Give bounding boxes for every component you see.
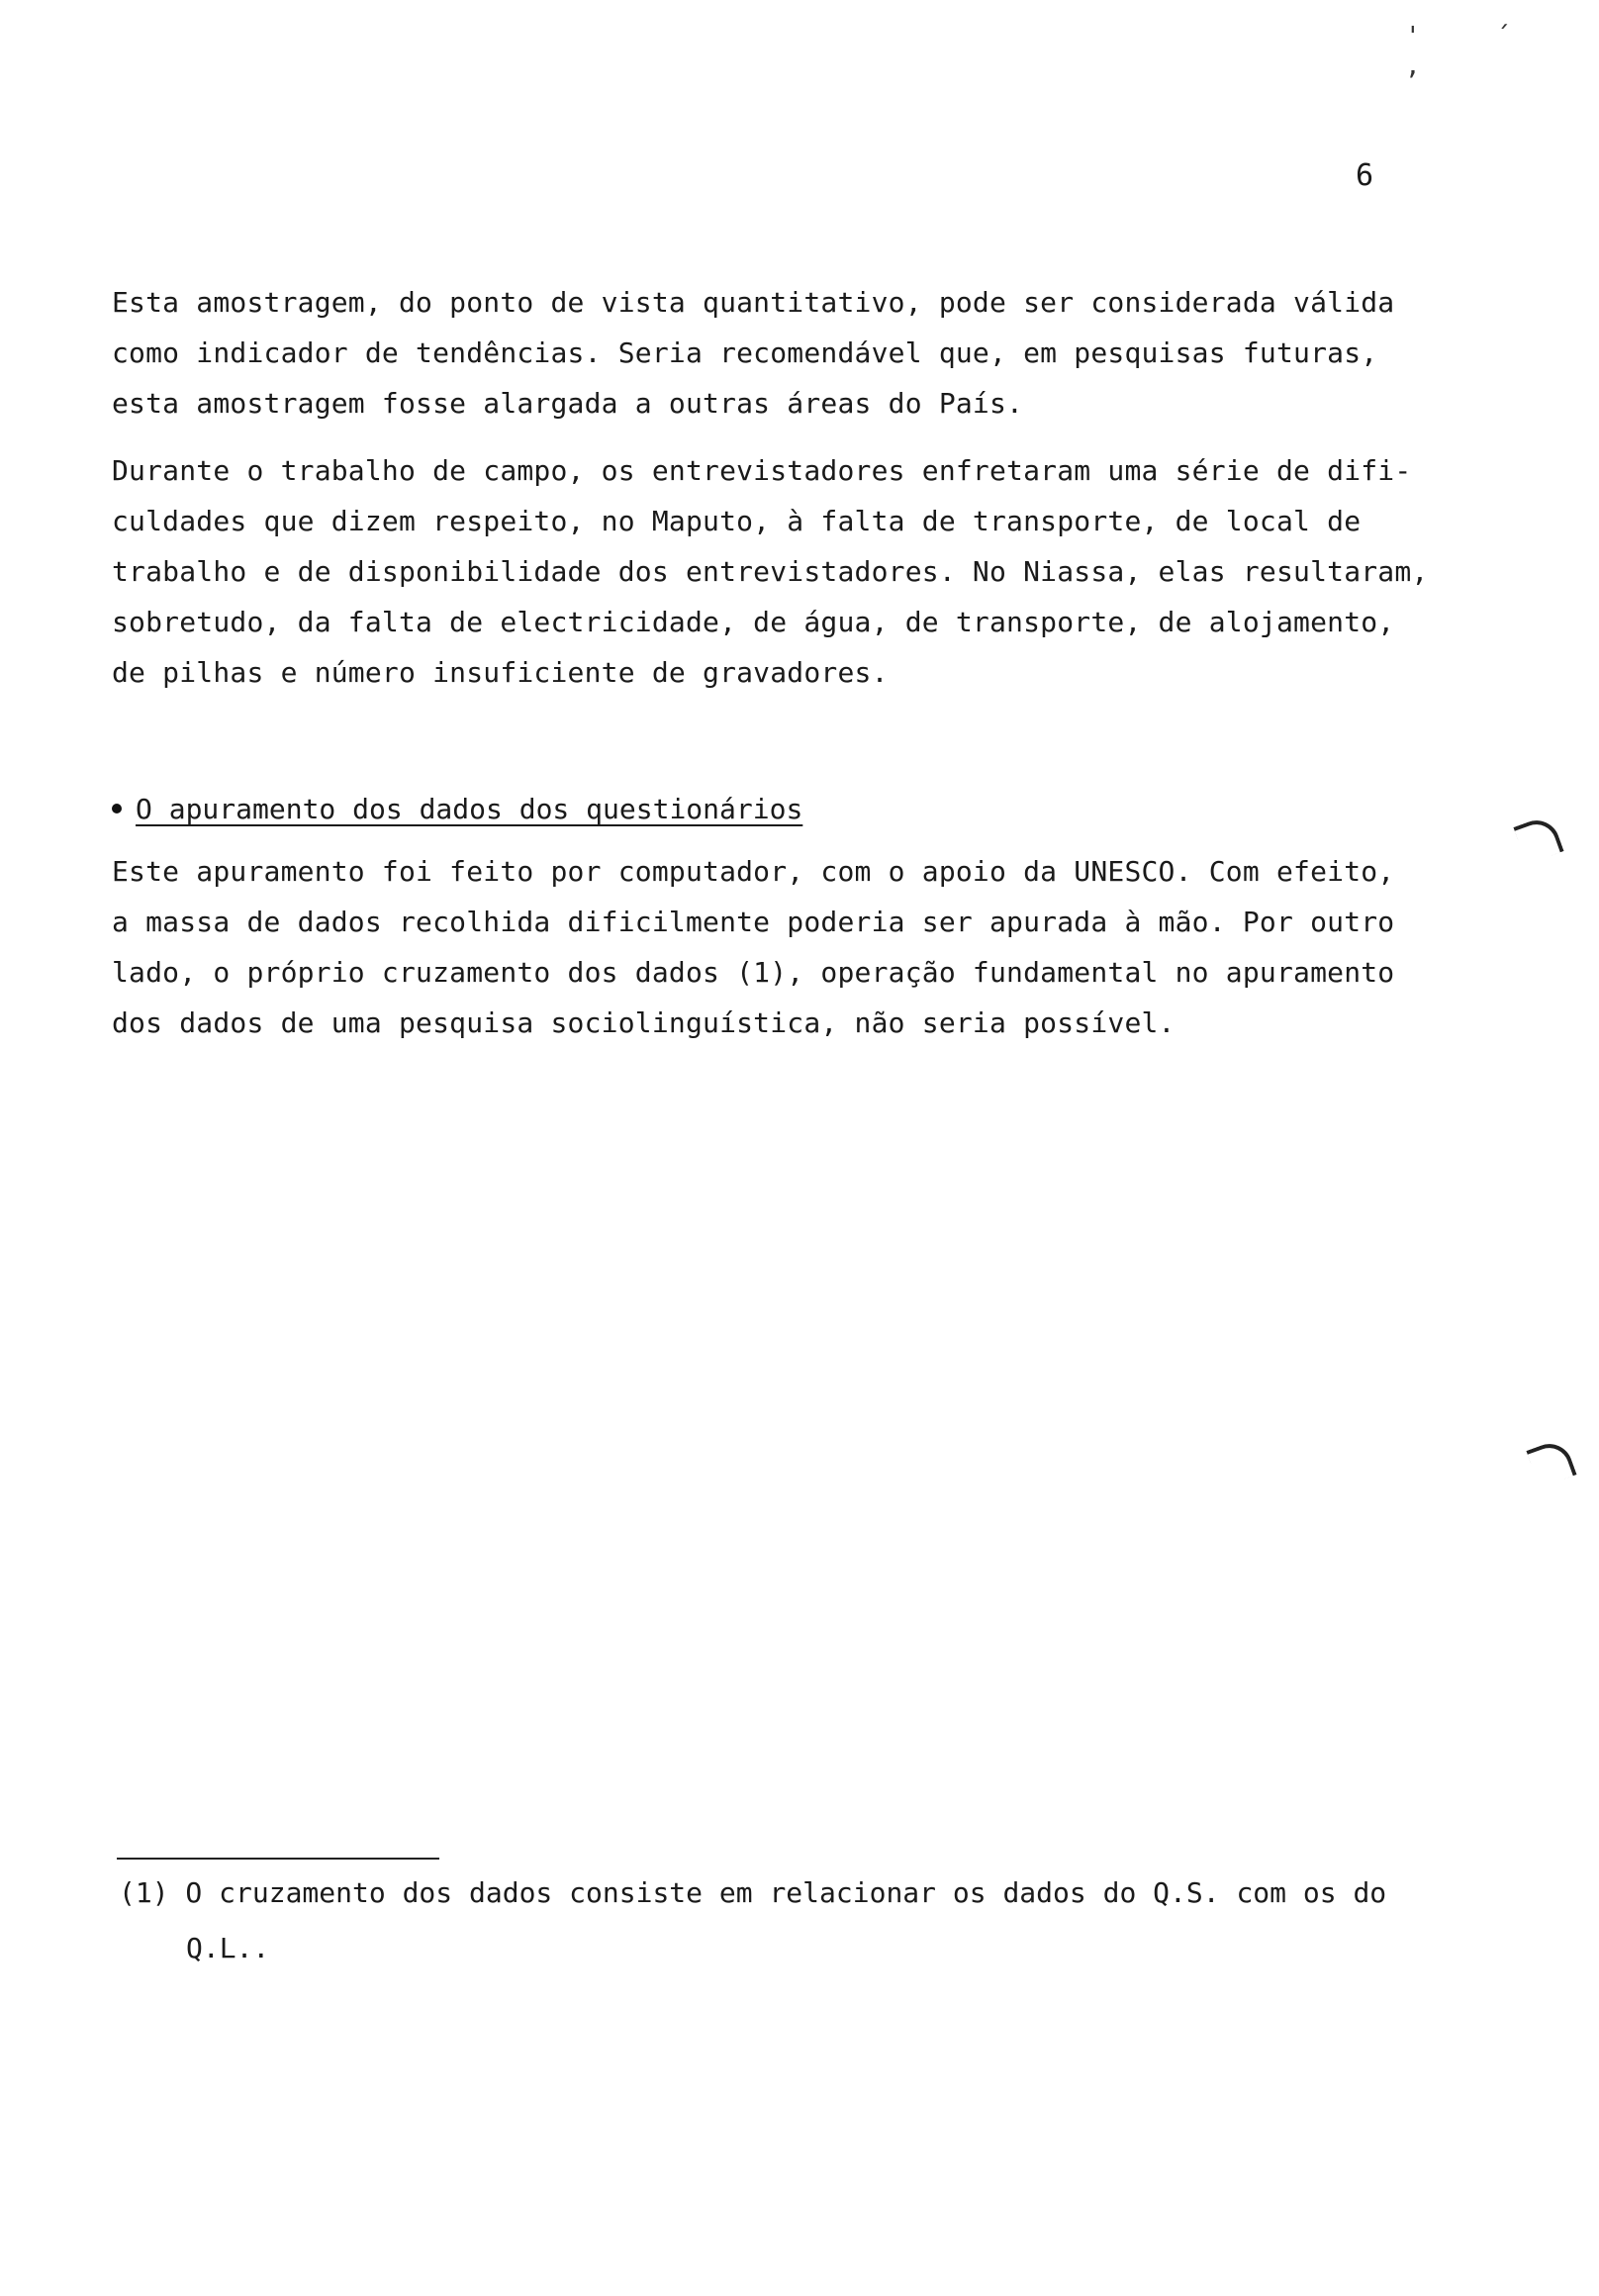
footnote-divider bbox=[117, 1858, 439, 1860]
paragraph-fieldwork-difficulties bbox=[112, 445, 1429, 698]
paragraph-line: esta amostragem fosse alargada a outras áreas do País. bbox=[112, 387, 1024, 420]
bullet-icon bbox=[112, 804, 122, 813]
footnote bbox=[119, 1866, 1425, 1976]
page-number: 6 bbox=[1356, 158, 1374, 193]
paragraph-line: Este apuramento foi feito por computador, com o apoio da UNESCO. Com efeito, bbox=[112, 855, 1395, 888]
paragraph-line: Durante o trabalho de campo, os entrevistadores enfretaram uma série de difi- bbox=[112, 454, 1412, 487]
margin-bracket-mark bbox=[1513, 813, 1563, 864]
paragraph-line: como indicador de tendências. Seria recomendável que, em pesquisas futuras, bbox=[112, 336, 1378, 369]
paragraph-line: lado, o próprio cruzamento dos dados (1), operação fundamental no apuramento bbox=[112, 956, 1395, 989]
paragraph-line: trabalho e de disponibilidade dos entrevistadores. No Niassa, elas resultaram, bbox=[112, 555, 1429, 588]
paragraph-line: Esta amostragem, do ponto de vista quantitativo, pode ser considerada válida bbox=[112, 286, 1395, 319]
section-heading-title: O apuramento dos dados dos questionários bbox=[136, 793, 803, 825]
footnote-line: (1) O cruzamento dos dados consiste em relacionar os dados do Q.S. com os do bbox=[119, 1876, 1387, 1909]
corner-marks: ' ´ , bbox=[1405, 22, 1541, 81]
paragraph-data-processing bbox=[112, 846, 1418, 1048]
paragraph-line: dos dados de uma pesquisa sociolinguística, não seria possível. bbox=[112, 1006, 1176, 1039]
footnote-line: Q.L.. bbox=[186, 1932, 270, 1964]
paragraph-sample-validity bbox=[112, 277, 1418, 429]
paragraph-line: de pilhas e número insuficiente de gravadores. bbox=[112, 656, 889, 689]
margin-bracket-mark bbox=[1526, 1437, 1576, 1487]
section-heading bbox=[112, 788, 802, 831]
paragraph-line: a massa de dados recolhida dificilmente poderia ser apurada à mão. Por outro bbox=[112, 906, 1395, 938]
paragraph-line: culdades que dizem respeito, no Maputo, à falta de transporte, de local de bbox=[112, 505, 1362, 537]
paragraph-line: sobretudo, da falta de electricidade, de água, de transporte, de alojamento, bbox=[112, 606, 1395, 638]
